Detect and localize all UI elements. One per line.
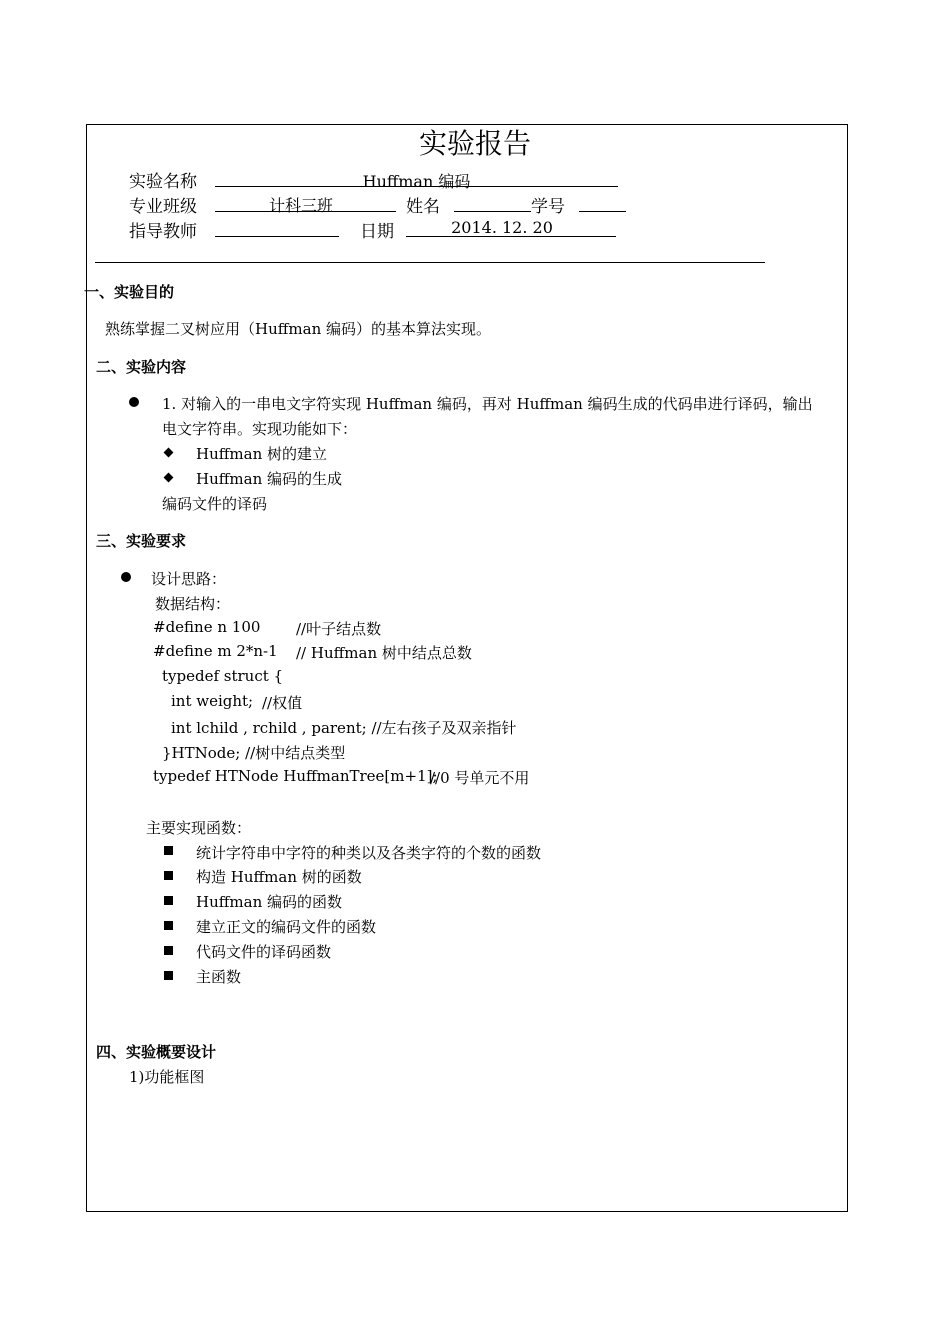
code-line: #define m 2*n-1 xyxy=(153,642,278,660)
content-sub-item-2: Huffman 编码的生成 xyxy=(196,470,342,488)
content-item-line1: 1. 对输入的一串电文字符实现 Huffman 编码，再对 Huffman 编码生成的代码串进行译码，输出 xyxy=(162,395,813,413)
student-id-underline xyxy=(579,211,626,212)
code-line: typedef struct { xyxy=(162,667,284,685)
code-line: int lchild , rchild , parent; //左右孩子及双亲指针 xyxy=(171,719,517,737)
function-diagram-label: 1)功能框图 xyxy=(129,1068,205,1086)
bullet-dot xyxy=(121,572,131,582)
date-value: 2014. 12. 20 xyxy=(451,218,553,237)
square-bullet xyxy=(164,946,173,955)
class-value: 计科三班 xyxy=(268,196,333,215)
experiment-name-value: Huffman 编码 xyxy=(362,172,471,191)
teacher-label: 指导教师 xyxy=(129,222,197,242)
page-title: 实验报告 xyxy=(418,127,531,160)
function-item: 建立正文的编码文件的函数 xyxy=(196,918,377,936)
code-comment: //权值 xyxy=(262,694,303,712)
functions-label: 主要实现函数： xyxy=(146,819,252,837)
function-item: 主函数 xyxy=(196,968,242,986)
student-id-label: 学号 xyxy=(531,197,565,217)
date-label: 日期 xyxy=(360,222,394,242)
code-line: int weight; xyxy=(171,692,254,710)
design-idea-label: 设计思路： xyxy=(151,570,227,588)
teacher-underline xyxy=(215,236,339,237)
square-bullet xyxy=(164,871,173,880)
square-bullet xyxy=(164,921,173,930)
square-bullet xyxy=(164,846,173,855)
section-purpose-heading: 一、实验目的 xyxy=(84,283,175,301)
function-item: 构造 Huffman 树的函数 xyxy=(196,868,362,886)
content-sub-item-1: Huffman 树的建立 xyxy=(196,445,327,463)
student-name-underline xyxy=(454,211,531,212)
code-line: }HTNode; //树中结点类型 xyxy=(162,744,346,762)
code-comment: //叶子结点数 xyxy=(296,620,382,638)
section-requirements-heading: 三、实验要求 xyxy=(96,532,187,550)
function-item: Huffman 编码的函数 xyxy=(196,893,342,911)
code-comment: //0 号单元不用 xyxy=(430,769,530,787)
section-purpose-text: 熟练掌握二叉树应用（Huffman 编码）的基本算法实现。 xyxy=(105,320,491,338)
section-design-heading: 四、实验概要设计 xyxy=(96,1043,217,1061)
section-content-heading: 二、实验内容 xyxy=(96,358,187,376)
header-divider xyxy=(95,262,765,263)
content-item-line2: 电文字符串。实现功能如下： xyxy=(162,420,358,438)
function-item: 代码文件的译码函数 xyxy=(196,943,332,961)
code-line: #define n 100 xyxy=(153,618,261,636)
code-comment: // Huffman 树中结点总数 xyxy=(296,644,472,662)
content-sub-item-3: 编码文件的译码 xyxy=(162,495,268,513)
square-bullet xyxy=(164,896,173,905)
student-name-label: 姓名 xyxy=(406,197,440,217)
square-bullet xyxy=(164,971,173,980)
function-item: 统计字符串中字符的种类以及各类字符的个数的函数 xyxy=(196,844,542,862)
bullet-dot xyxy=(129,397,139,407)
code-line: typedef HTNode HuffmanTree[m+1]; xyxy=(153,767,438,785)
class-label: 专业班级 xyxy=(129,197,197,217)
experiment-name-label: 实验名称 xyxy=(129,172,197,192)
code-line: 数据结构： xyxy=(155,595,231,613)
